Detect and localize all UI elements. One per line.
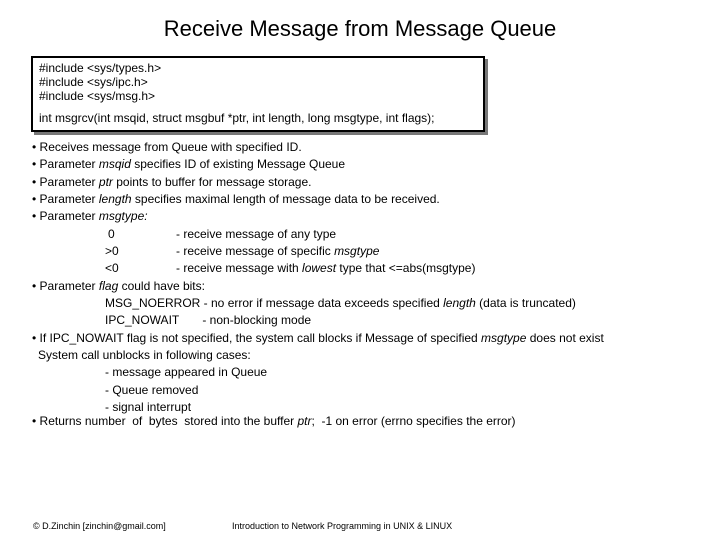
code-line: int msgrcv(int msqid, struct msgbuf *ptr, int length, long msgtype, int flags);: [39, 111, 435, 125]
msgtype-value: <0: [105, 261, 119, 275]
code-box: [31, 56, 485, 132]
case-line: - Queue removed: [105, 383, 199, 397]
bullet-line: • Parameter msqid specifies ID of existing Message Queue: [32, 157, 346, 171]
code-line: #include <sys/msg.h>: [39, 89, 156, 103]
bullet-line: • Parameter flag could have bits:: [32, 279, 205, 293]
text-line: System call unblocks in following cases:: [38, 348, 251, 362]
bullet-line: • If IPC_NOWAIT flag is not specified, the system call blocks if Message of specified msgtype does not exist: [32, 331, 604, 345]
msgtype-value: >0: [105, 244, 119, 258]
footer-author: © D.Zinchin [zinchin@gmail.com]: [33, 521, 166, 531]
flag-line: MSG_NOERROR - no error if message data exceeds specified length (data is truncated): [105, 296, 576, 310]
msgtype-desc: - receive message with lowest type that <=abs(msgtype): [176, 261, 476, 275]
bullet-line: • Returns number of bytes stored into the buffer ptr; -1 on error (errno specifies the error): [32, 414, 516, 428]
msgtype-desc: - receive message of any type: [176, 227, 337, 241]
flag-line: IPC_NOWAIT - non-blocking mode: [105, 313, 312, 327]
bullet-line: • Parameter length specifies maximal length of message data to be received.: [32, 192, 440, 206]
slide-title: Receive Message from Message Queue: [163, 16, 557, 41]
case-line: - signal interrupt: [105, 400, 192, 414]
footer-course: Introduction to Network Programming in UNIX & LINUX: [232, 521, 453, 531]
code-line: #include <sys/types.h>: [39, 61, 162, 75]
msgtype-desc: - receive message of specific msgtype: [176, 244, 380, 258]
msgtype-value: 0: [108, 227, 115, 241]
bullet-line: • Parameter msgtype:: [32, 209, 148, 223]
case-line: - message appeared in Queue: [105, 365, 268, 379]
bullet-line: • Receives message from Queue with specified ID.: [32, 140, 302, 154]
bullet-line: • Parameter ptr points to buffer for message storage.: [32, 175, 312, 189]
code-line: #include <sys/ipc.h>: [39, 75, 148, 89]
